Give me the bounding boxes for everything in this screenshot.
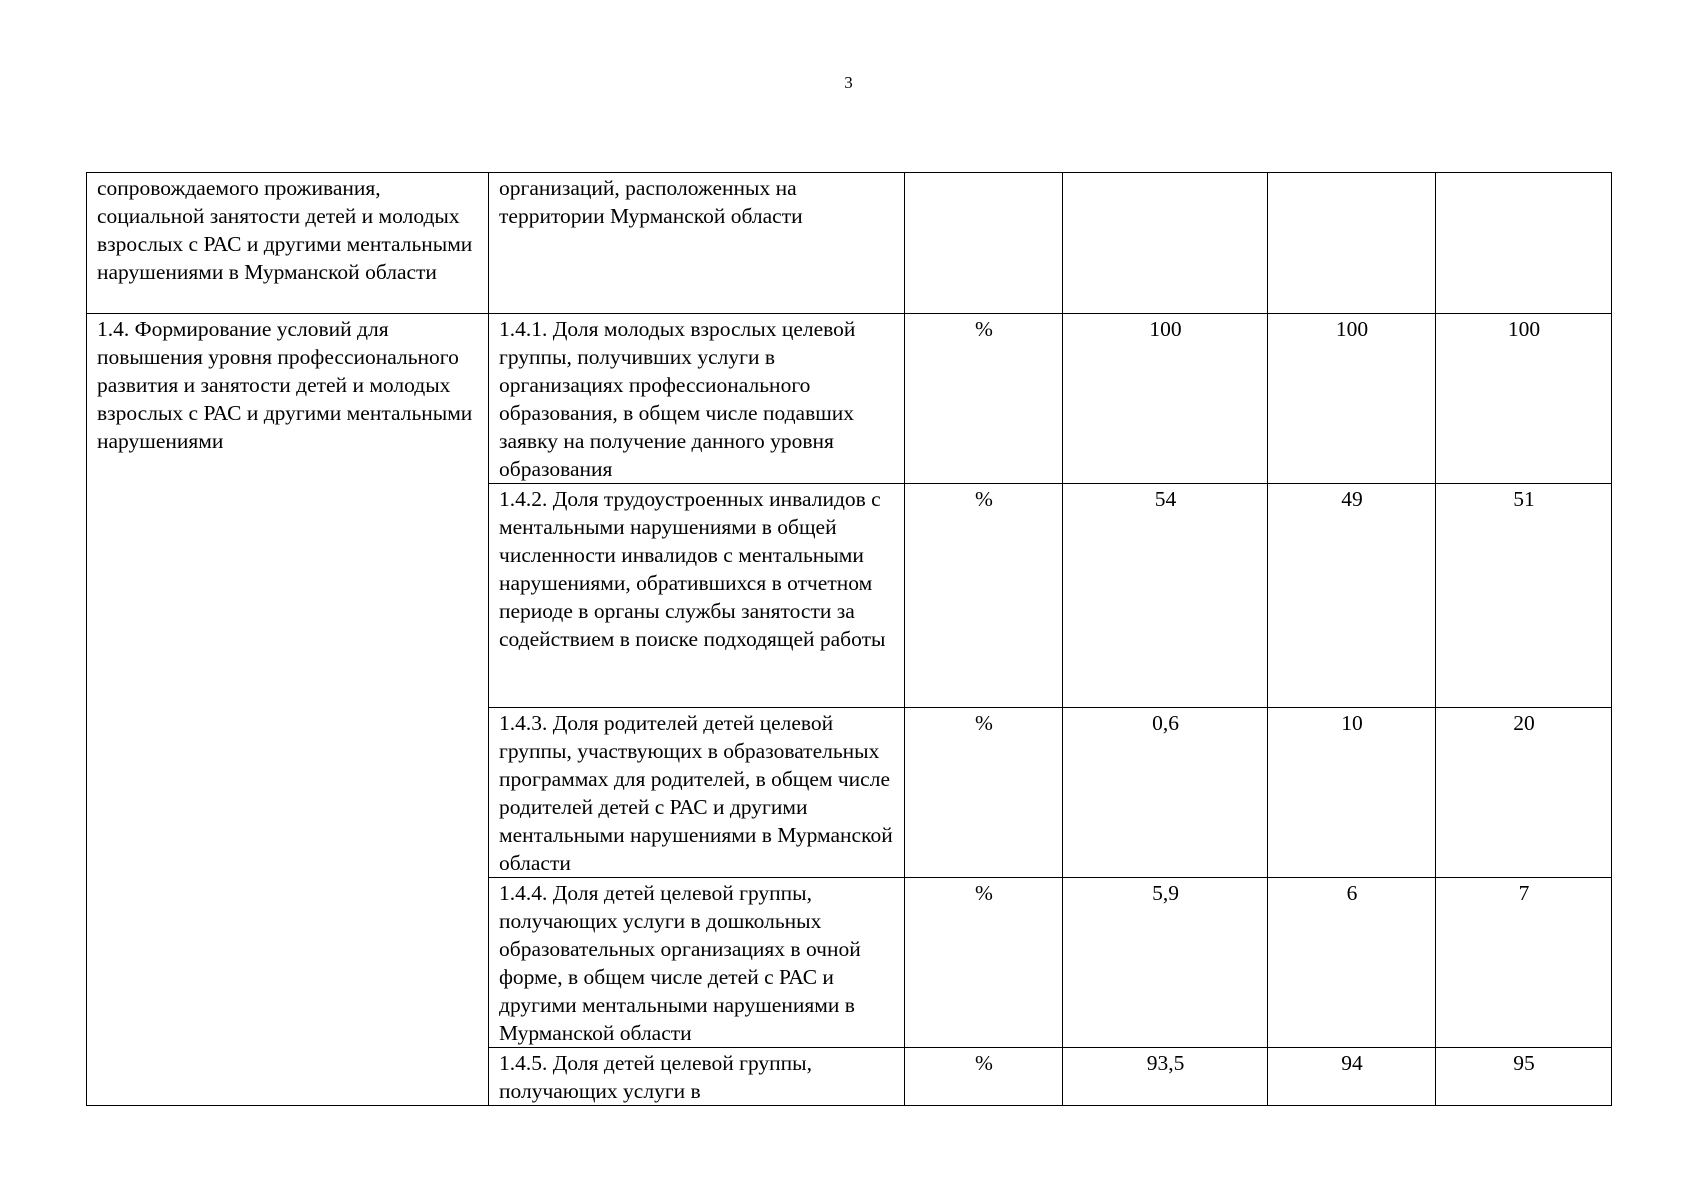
unit-cell: %: [905, 708, 1063, 878]
value-cell-2: 49: [1268, 484, 1436, 708]
value-cell-2: 94: [1268, 1048, 1436, 1106]
table-row: [87, 173, 1612, 314]
value-cell-2: 10: [1268, 708, 1436, 878]
indicator-cell: 1.4.2. Доля трудоустроенных инвалидов с ментальными нарушениями в общей численности инвалидов с ментальными нарушениями, обратившихся в отчетном периоде в органы службы занятости за содействием в поиске подходящей работы: [489, 484, 905, 708]
page-number: 3: [844, 73, 853, 92]
value-cell-3: 95: [1436, 1048, 1612, 1106]
goal-cell: сопровождаемого проживания, социальной занятости детей и молодых взрослых с РАС и другими ментальными нарушениями в Мурманской области: [87, 173, 489, 314]
value-cell-1: [1063, 173, 1268, 314]
value-cell-1: 0,6: [1063, 708, 1268, 878]
value-cell-1: 100: [1063, 314, 1268, 484]
value-cell-3: 20: [1436, 708, 1612, 878]
indicator-cell: 1.4.4. Доля детей целевой группы, получающих услуги в дошкольных образовательных организациях в очной форме, в общем числе детей с РАС и другими ментальными нарушениями в Мурманской области: [489, 878, 905, 1048]
unit-cell: %: [905, 1048, 1063, 1106]
indicator-cell: организаций, расположенных на территории Мурманской области: [489, 173, 905, 314]
unit-cell: [905, 173, 1063, 314]
value-cell-2: [1268, 173, 1436, 314]
value-cell-2: 100: [1268, 314, 1436, 484]
indicator-cell: 1.4.5. Доля детей целевой группы, получающих услуги в: [489, 1048, 905, 1106]
unit-cell: %: [905, 484, 1063, 708]
value-cell-3: 51: [1436, 484, 1612, 708]
value-cell-2: 6: [1268, 878, 1436, 1048]
indicator-cell: 1.4.1. Доля молодых взрослых целевой группы, получивших услуги в организациях профессионального образования, в общем числе подавших заявку на получение данного уровня образования: [489, 314, 905, 484]
indicators-table: [86, 172, 1612, 1106]
value-cell-1: 5,9: [1063, 878, 1268, 1048]
table-row: [87, 314, 1612, 484]
goal-cell: 1.4. Формирование условий для повышения уровня профессионального развития и занятости детей и молодых взрослых с РАС и другими ментальными нарушениями: [87, 314, 489, 1106]
value-cell-1: 54: [1063, 484, 1268, 708]
unit-cell: %: [905, 878, 1063, 1048]
value-cell-1: 93,5: [1063, 1048, 1268, 1106]
unit-cell: %: [905, 314, 1063, 484]
value-cell-3: 7: [1436, 878, 1612, 1048]
value-cell-3: [1436, 173, 1612, 314]
value-cell-3: 100: [1436, 314, 1612, 484]
indicator-cell: 1.4.3. Доля родителей детей целевой группы, участвующих в образовательных программах для родителей, в общем числе родителей детей с РАС и другими ментальными нарушениями в Мурманской области: [489, 708, 905, 878]
